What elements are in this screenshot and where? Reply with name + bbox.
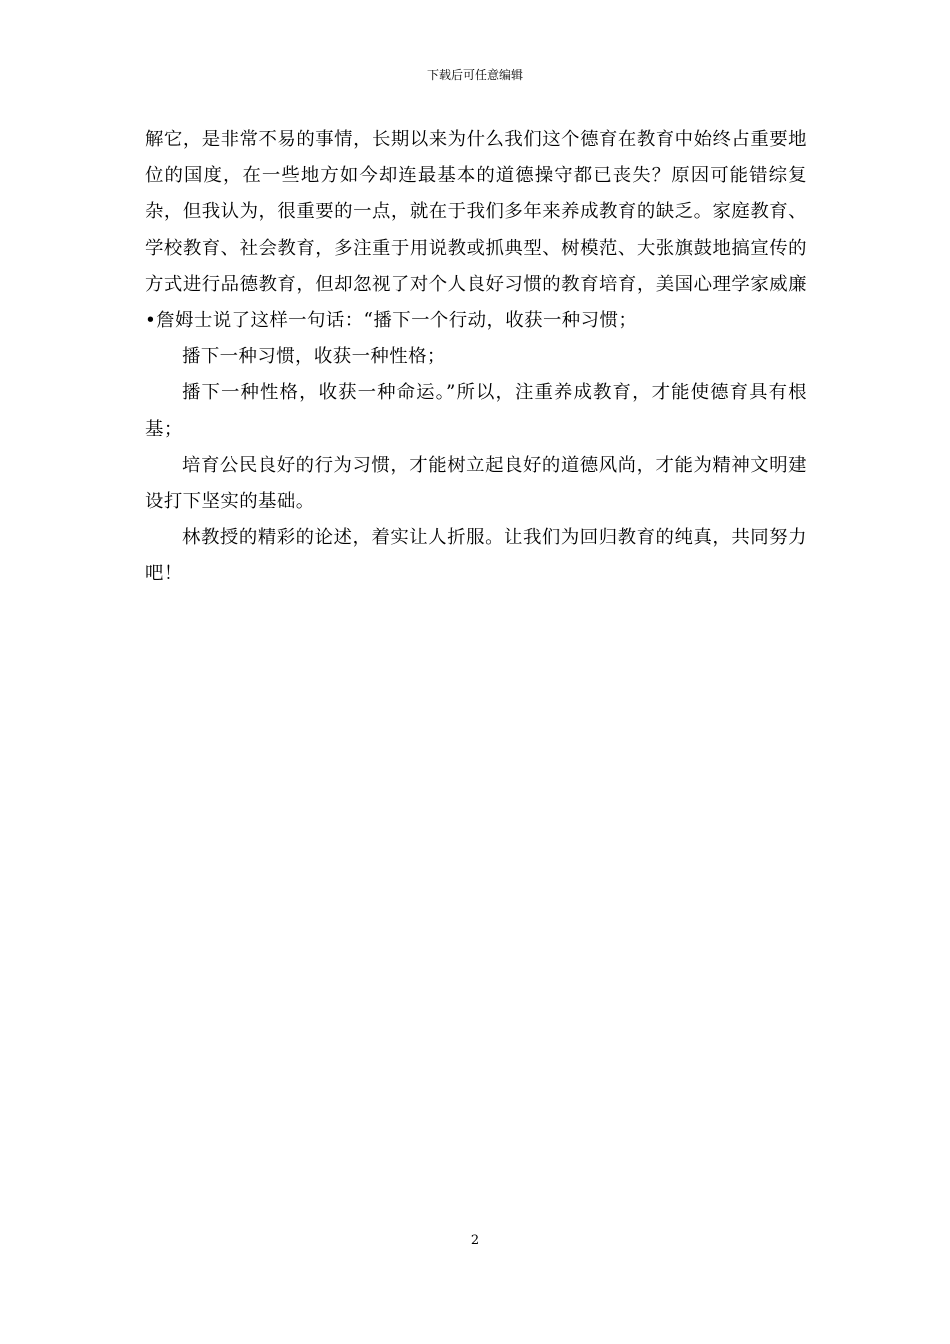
paragraph-civic-habits: 培育公民良好的行为习惯，才能树立起良好的道德风尚，才能为精神文明建设打下坚实的基础。 xyxy=(145,454,807,513)
paragraph-character: 播下一种性格，收获一种命运。”所以，注重养成教育，才能使德育具有根基； xyxy=(145,382,807,440)
paragraph-continuation: 解它，是非常不易的事情，长期以来为什么我们这个德育在教育中始终占重要地位的国度，在一些地方如今却连最基本的道德操守都已丧失？原因可能错综复杂，但我认为，很重要的一点，就在于我们多年来养成教育的缺乏。家庭教育、学校教育、社会教育，多注重于用说教或抓典型、树模范、大张旗鼓地搞宣传的方式进行品德教育，但却忽视了对个人良好习惯的教育培育，美国心理学家威廉•詹姆士说了这样一句话：“播下一个行动，收获一种习惯； xyxy=(145,129,807,332)
page-number: 2 xyxy=(470,1233,480,1248)
paragraph-conclusion: 林教授的精彩的论述，着实让人折服。让我们为回归教育的纯真，共同努力吧！ xyxy=(145,527,807,585)
body-text xyxy=(145,122,807,593)
paragraph-habit: 播下一种习惯，收获一种性格； xyxy=(182,346,446,368)
page-header: 下载后可任意编辑 xyxy=(426,68,523,82)
